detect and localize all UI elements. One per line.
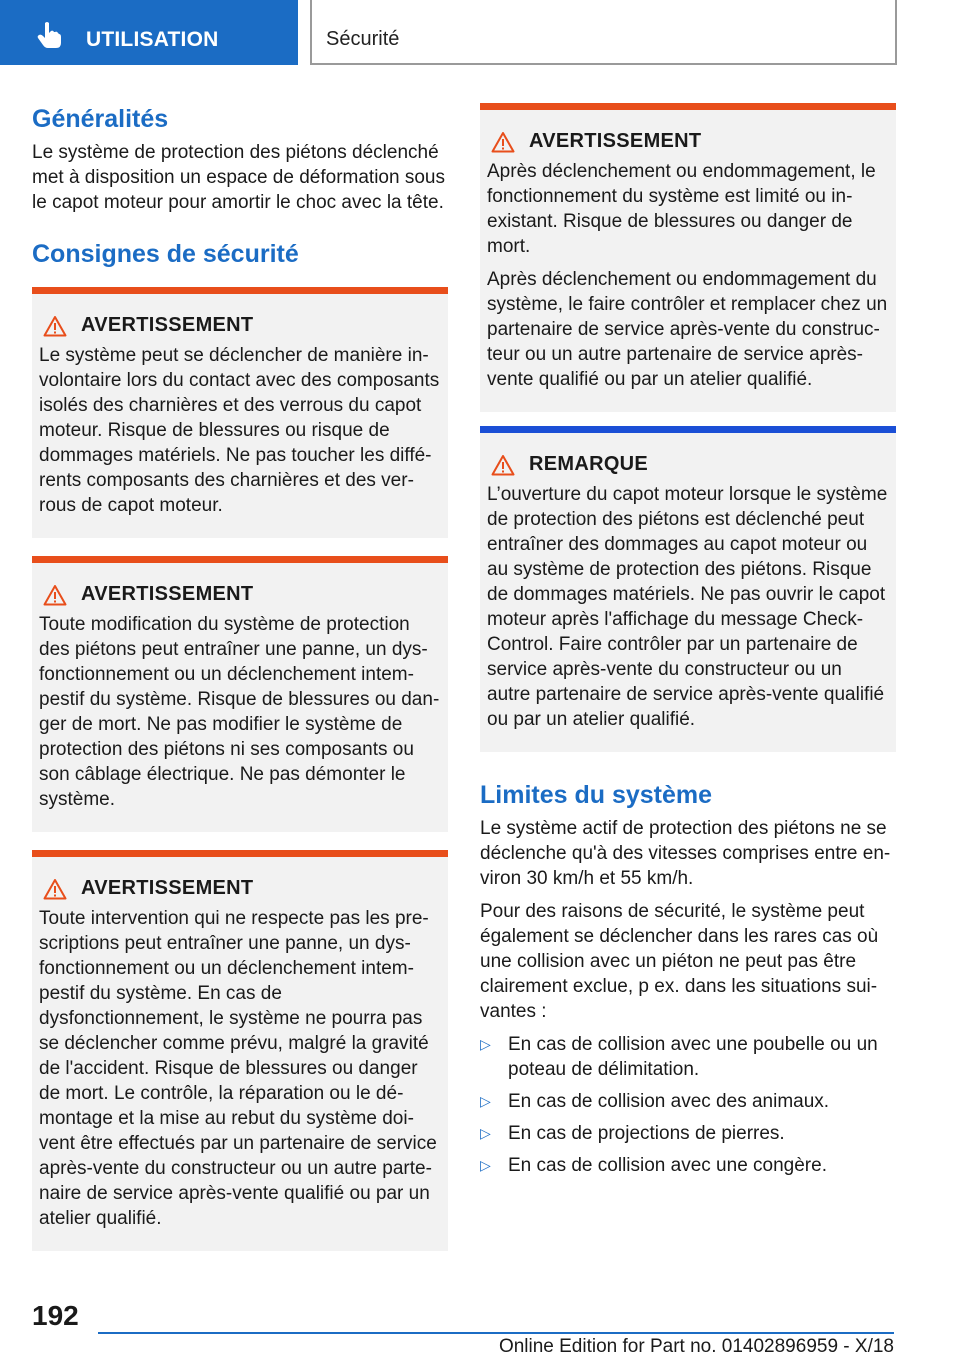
warning-title: AVERTISSEMENT	[81, 877, 254, 899]
warning-box-1	[32, 287, 448, 538]
warning-triangle-icon	[43, 315, 67, 337]
warning-text: Toute intervention qui ne respecte pas les prescriptions peut entraîner une panne, un dysfonctionnement ou un déclenchement intempestif du système. En cas de dysfonctionnement, le système ne pourra pas se déclencher comme prévu, malgré la gravité de l'accident. Risque de blessures ou danger de mort. Le contrôle, la réparation ou le démontage et la mise au rebut du système doivent être effectués par un partenaire de service après-vente du constructeur ou un autre partenaire de service après-vente qualifié ou par un atelier qualifié.	[39, 908, 437, 1229]
warning-triangle-icon	[43, 584, 67, 606]
note-bar	[480, 426, 896, 433]
warning-text: Toute modification du système de protection des piétons peut entraîner une panne, un dysfonctionnement ou un déclenchement intempestif du système. Risque de blessures ou danger de mort. Ne pas modifier le système de protection des piétons ni ses composants ou son câblage électrique. Ne pas démonter le système.	[39, 614, 440, 810]
warning-box-2	[32, 556, 448, 832]
limites-paragraph-1: Le système actif de protection des piétons ne se déclenche qu'à des vitesses comprises entre environ 30 km/h et 55 km/h.	[480, 818, 891, 889]
list-item: ▷ En cas de collision avec des animaux.	[480, 1091, 830, 1112]
warning-title: AVERTISSEMENT	[81, 583, 254, 605]
chapter-label: UTILISATION	[86, 28, 219, 51]
note-text: L’ouverture du capot moteur lorsque le système de protection des piétons est déclenché peut entraîner des dommages au capot moteur ou au système de protection des piétons. Risque de dommages matériels. Ne pas ouvrir le capot moteur après l'affichage du message Check-Control. Faire contrôler par un partenaire de service après-vente du constructeur ou un autre partenaire de service après-vente qualifié ou par un atelier qualifié.	[487, 484, 888, 730]
hand-pointer-icon	[34, 20, 64, 50]
footer-rule	[98, 1332, 894, 1334]
list-item: ▷ En cas de collision avec une poubelle ou un poteau de délimitation.	[480, 1034, 878, 1080]
note-title: REMARQUE	[529, 453, 649, 475]
section-label: Sécurité	[326, 28, 400, 50]
list-item: ▷ En cas de projections de pierres.	[480, 1123, 785, 1144]
triangle-bullet-icon: ▷	[480, 1036, 491, 1052]
heading-consignes: Consignes de sécurité	[32, 240, 299, 268]
right-column	[480, 103, 896, 1185]
section-header	[310, 0, 897, 65]
warning-text: Après déclenchement ou endommagement, le fonctionnement du système est limité ou inexistant. Risque de blessures ou danger de mort.	[487, 161, 876, 257]
warning-text: Le système peut se déclencher de manière involontaire lors du contact avec des composants isolés des charnières et des verrous du capot moteur. Risque de blessures ou risque de dommages matériels. Ne pas toucher les différents composants des charnières et des verrous de capot moteur.	[39, 345, 440, 516]
limites-paragraph-2: Pour des raisons de sécurité, le système peut également se déclencher dans les rares cas où une collision avec un piéton ne peut pas être clairement exclue, p ex. dans les situations suivantes :	[480, 901, 879, 1022]
warning-title: AVERTISSEMENT	[81, 314, 254, 336]
edition-text: Online Edition for Part no. 01402896959 - X/18	[498, 1336, 894, 1357]
triangle-bullet-icon: ▷	[480, 1157, 491, 1173]
warning-triangle-icon	[491, 131, 515, 153]
triangle-bullet-icon: ▷	[480, 1093, 491, 1109]
warning-bar	[480, 103, 896, 110]
warning-triangle-icon	[491, 454, 515, 476]
list-item: ▷ En cas de collision avec une congère.	[480, 1155, 827, 1176]
heading-generalites: Généralités	[32, 105, 169, 133]
warning-bar	[32, 287, 448, 294]
warning-bar	[32, 556, 448, 563]
triangle-bullet-icon: ▷	[480, 1125, 491, 1141]
warning-box-4	[480, 103, 896, 412]
warning-bar	[32, 850, 448, 857]
generalites-paragraph: Le système de protection des piétons déclenché met à disposition un espace de déformation sous le capot moteur pour amortir le choc avec la tête.	[32, 142, 445, 213]
heading-limites: Limites du système	[480, 781, 713, 809]
warning-triangle-icon	[43, 878, 67, 900]
warning-title: AVERTISSEMENT	[529, 130, 702, 152]
left-column	[32, 100, 448, 1251]
note-box	[480, 426, 896, 752]
warning-box-3	[32, 850, 448, 1251]
warning-text: Après déclenchement ou endommagement du système, le faire contrôler et remplacer chez un partenaire de service après-vente du constructeur ou un autre partenaire de service après-vente qualifié ou par un atelier qualifié.	[487, 269, 888, 390]
chapter-tab[interactable]	[0, 0, 298, 65]
page-number: 192	[32, 1300, 79, 1331]
situations-list	[480, 1032, 896, 1178]
